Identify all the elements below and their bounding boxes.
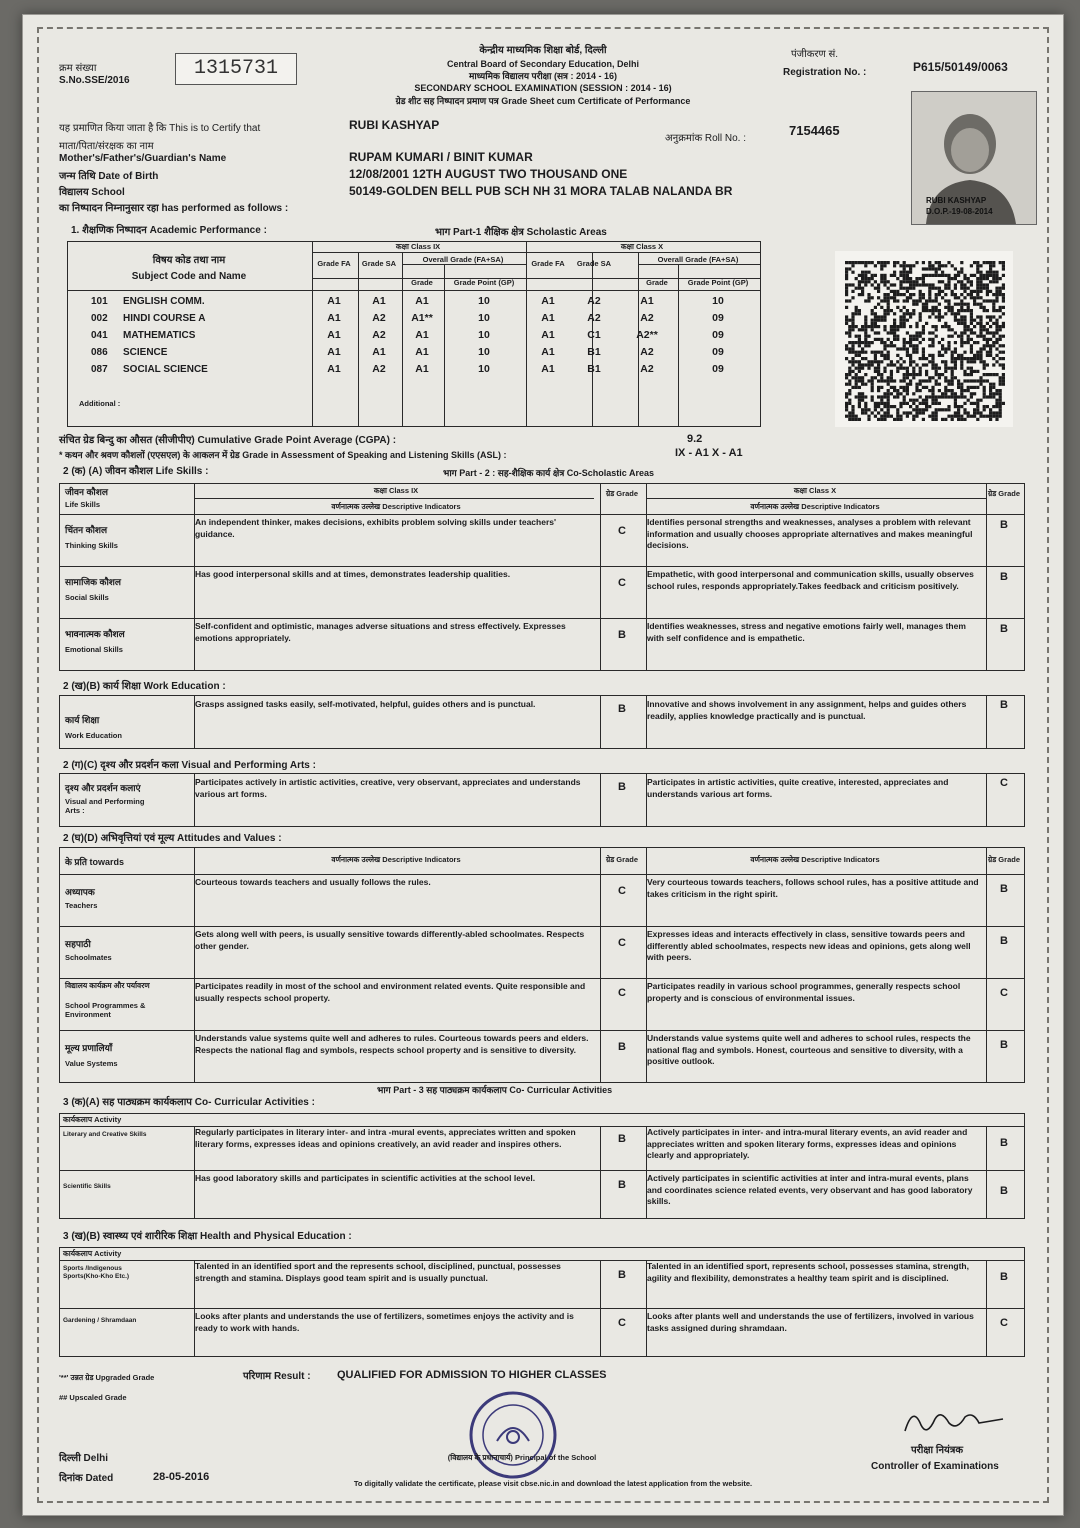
- life-skills-col: Life Skills: [65, 500, 101, 509]
- att-descriptive-ix: वर्णनात्मक उल्लेख Descriptive Indicators: [331, 855, 461, 864]
- descriptive-head-ix: वर्णनात्मक उल्लेख Descriptive Indicators: [331, 502, 461, 511]
- photo-caption-name: RUBI KASHYAP: [926, 196, 987, 205]
- health-heading: 3 (ख)(B) स्वास्थ्य एवं शारीरिक शिक्षा Health and Physical Education :: [63, 1231, 352, 1242]
- life-skills-heading: 2 (क) (A) जीवन कौशल Life Skills :: [63, 466, 209, 477]
- controller-label: Controller of Examinations: [871, 1461, 999, 1472]
- cgpa-label: संचित ग्रेड बिन्दु का औसत (सीजीपीए) Cumulative Grade Point Average (CGPA) :: [59, 435, 397, 446]
- certificate-sheet: क्रम संख्या S.No.SSE/2016 1315731 केन्द्रीय माध्यमिक शिक्षा बोर्ड, दिल्ली Central Board of Secondary Education, Delhi माध्यमिक विद्यालय परीक्षा (सत्र : 2014 - 16) SECONDARY SCHOOL EXAMINATION (SESSION : 2014 - 16) ग्रेड शीट सह निष्पादन प्रमाण पत्र Grade Sheet cum Certificate of Performance पंजीकरण सं. Registration No. : P615/50149/0063 RUBI KASHYAP D.O.P.-19-08-2014 यह प्रमाणित किया जाता है कि This is to Certify that RUBI KASHYAP अनुक्रमांक Roll No. : 7154465 माता/पिता/संरक्षक का नाम Mother's/Father's/Guardian's Name RUPAM KUMARI / BINIT KUMAR जन्म तिथि Date of Birth 12/08/2001 12TH AUGUST TWO THOUSAND ONE विद्यालय School 50149-GOLDEN BELL PUB SCH NH 31 MORA TALAB NALANDA BR का निष्पादन निम्नानुसार रहा has performed as follows : 1. शैक्षणिक निष्पादन Academic Performance : भाग Part-1 शैक्षिक क्षेत्र Scholastic Areas विषय कोड तथा नाम Subject Code and Name कक्षा Class IX कक्षा Class X Overall Grade (FA+SA) Overall Grade (FA+SA) Grade FA Grade SA Grade FA Grade SA Grade Grade Point (GP) Grade Grade Point (GP) 101 ENGLISH COMM. A1 A1 A1 10 A1 A2 A1 10 002 HINDI COURSE A A1 A2 A1** 10 A1 A2 A2 09 041 MATHEMATICS A1 A2 A1 10 A1 C1 A2** 09 086 SCIENCE A1 A1 A1 10 A1 B1 A2 09 087 SOCIAL SCIENCE A1 A2 A1 10 A1 B1 A2 09 Additional : संचित ग्रेड बिन्दु का औसत (सीजीपीए) Cumulative Grade Point Average (CGPA) : 9.2 * कथन और श्रवण कौशलों (एएसएल) के आकलन में ग्रेड Grade in Assessment of Speaking and Listening Skills (ASL) : IX - A1 X - A1 2 (क) (A) जीवन कौशल Life Skills : भाग Part - 2 : सह-शैक्षिक कार्य क्षेत्र Co-Scholastic Areas जीवन कौशल Life Skills कक्षा Class IX वर्णनात्मक उल्लेख Descriptive Indicators ग्रेड Grade कक्षा Class X वर्णनात्मक उल्लेख Descriptive Indicators ग्रेड Grade चिंतन कौशल Thinking Skills An independent thinker, makes decisions, exhibits problem solving skills under teachers' guidance. C Identifies personal strengths and weaknesses, analyses a problem with relevant information and usually chooses appropriate alternatives and makes meaningful decisions. B सामाजिक कौशल Social Skills Has good interpersonal skills and at times, demonstrates leadership qualities. C Empathetic, with good interpersonal and communication skills, usually observes school rules, responds appropriately.Takes feedback and criticism positively. B भावनात्मक कौशल Emotional Skills Self-confident and optimistic, manages adverse situations and stress effectively. Expresses emotions appropriately. B Identifies weaknesses, stress and negative emotions fairly well, manages them with self confidence and is empathetic. B 2 (ख)(B) कार्य शिक्षा Work Education : कार्य शिक्षा Work Education Grasps assigned tasks easily, self-motivated, helpful, guides others and is punctual. B Innovative and shows involvement in any assignment, helps and guides others readily, applies knowledge practically and is punctual. B 2 (ग)(C) दृश्य और प्रदर्शन कला Visual and Performing Arts : दृश्य और प्रदर्शन कलाएं Visual and Performing Arts : Participates actively in artistic activities, creative, very observant, appreciates and understands various art forms. B Participates in artistic activities, quite creative, interested, appreciates and understands various art forms. C 2 (घ)(D) अभिवृत्तियां एवं मूल्य Attitudes and Values : के प्रति towards वर्णनात्मक उल्लेख Descriptive Indicators ग्रेड Grade वर्णनात्मक उल्लेख Descriptive Indicators ग्रेड Grade अध्यापक Teachers Courteous towards teachers and usually follows the rules. C Very courteous towards teachers, follows school rules, has a positive attitude and takes criticism in the right spirit. B सहपाठी Schoolmates Gets along well with peers, is usually sensitive towards differently-abled schoolmates. Respects other gender. C Expresses ideas and interacts effectively in class, sensitive towards peers and differently abled schoolmates, respects new ideas and opinions, gets along well with peers. B विद्यालय कार्यक्रम और पर्यावरण School Programmes & Environment Participates readily in most of the school and environment related events. Quite responsible and usually respects school property. C Participates readily in various school programmes, generally respects school property and is conscious of environmental issues. C मूल्य प्रणालियाँ Value Systems Understands value systems quite well and adheres to rules. Courteous towards peers and elders. Respects the national flag and symbols, respects school property and is sensitive to diversity. B Understands value systems quite well and adheres to school rules, respects the national flag and symbols. Honest, courteous and sensitive to diversity, with a positive outlook. B भाग Part - 3 सह पाठ्यक्रम कार्यकलाप Co- Curricular Activities 3 (क)(A) सह पाठ्यक्रम कार्यकलाप Co- Curricular Activities : कार्यकलाप Activity Literary and Creative Skills Regularly participates in literary inter- and intra -mural events, appreciates written and spoken literary forms, expresses ideas and opinions creatively, an avid reader and inspires others. B Actively participates in inter- and intra-mural literary events, an avid reader and appreciates written and spoken literary forms, expresses ideas and opinions clearly and appropriately. B Scientific Skills Has good laboratory skills and participates in scientific activities at the school level. B Actively participates in scientific activities at inter and intra-mural events, plans and coordinates science related events, very observant and has good laboratory skills. B 3 (ख)(B) स्वास्थ्य एवं शारीरिक शिक्षा Health and Physical Education : कार्यकलाप Activity Sports /Indigenous Sports(Kho-Kho Etc.) Talented in an identified sport and the represents school, disciplined, punctual, possesses strength and stamina. Displays good team spirit and is usually punctual. B Talented in an identified sport, represents school, possesses stamina, strength, agility and flexibility, demonstrates a healthy team spirit and is disciplined. B Gardening / Shramdaan Looks after plants and understands the use of fertilizers, sometimes enjoys the activity and is ready to work with hands. C Looks after plants well and understands the use of fertilizers, involved in various tasks assigned during shramdaan. C '**' उन्नत ग्रेड Upgraded Grade ## Upscaled Grade परिणाम Result : QUALIFIED FOR ADMISSION TO HIGHER CLASSES (विद्यालय के प्रधानाचार्य) Principal of the School परीक्षा नियंत्रक Controller of Examinations दिल्ली Delhi दिनांक Dated 28-05-2016 To digitally validate the certificate, please visit cbse.nic.in and download the latest application from the website.: [22, 14, 1064, 1516]
- cgpa-value: 9.2: [687, 433, 703, 445]
- parent-label-hi: माता/पिता/संरक्षक का नाम: [59, 141, 154, 152]
- grade-fa-ix: Grade FA: [317, 259, 351, 268]
- grade-col-x: Grade: [646, 278, 668, 287]
- attitudes-heading: 2 (घ)(D) अभिवृत्तियां एवं मूल्य Attitudes and Values :: [63, 833, 282, 844]
- att-descriptive-x: वर्णनात्मक उल्लेख Descriptive Indicators: [750, 855, 880, 864]
- board-name-hi: केन्द्रीय माध्यमिक शिक्षा बोर्ड, दिल्ली: [479, 45, 607, 56]
- school-label: विद्यालय School: [59, 187, 125, 198]
- registration-label-hi: पंजीकरण सं.: [791, 49, 839, 60]
- part2-heading: भाग Part - 2 : सह-शैक्षिक कार्य क्षेत्र Co-Scholastic Areas: [443, 468, 654, 478]
- grade-fa-x: Grade FA: [531, 259, 565, 268]
- upgraded-note: '**' उन्नत ग्रेड Upgraded Grade: [59, 1373, 155, 1382]
- class-ix-head: कक्षा Class IX: [373, 486, 419, 495]
- certify-label: यह प्रमाणित किया जाता है कि This is to Certify that: [59, 123, 261, 134]
- parent-names: RUPAM KUMARI / BINIT KUMAR: [349, 150, 533, 164]
- date-of-birth: 12/08/2001 12TH AUGUST TWO THOUSAND ONE: [349, 167, 628, 181]
- health-activity-col: कार्यकलाप Activity: [63, 1249, 122, 1258]
- qr-code: [835, 251, 1013, 427]
- student-photo: [911, 91, 1037, 225]
- grade-col-ix: Grade: [411, 278, 433, 287]
- subject-header-hi: विषय कोड तथा नाम: [152, 255, 226, 266]
- academic-heading: 1. शैक्षणिक निष्पादन Academic Performance :: [71, 225, 267, 236]
- part3-heading: भाग Part - 3 सह पाठ्यक्रम कार्यकलाप Co- Curricular Activities: [377, 1085, 613, 1095]
- registration-number: P615/50149/0063: [913, 60, 1008, 74]
- school-name: 50149-GOLDEN BELL PUB SCH NH 31 MORA TALAB NALANDA BR: [349, 184, 733, 198]
- upscaled-note: ## Upscaled Grade: [59, 1393, 127, 1402]
- serial-number: 1315731: [175, 53, 297, 85]
- certificate-title: ग्रेड शीट सह निष्पादन प्रमाण पत्र Grade Sheet cum Certificate of Performance: [395, 96, 691, 106]
- roll-number: 7154465: [789, 123, 840, 138]
- gp-col-ix: Grade Point (GP): [453, 278, 515, 287]
- place-label: दिल्ली Delhi: [59, 1453, 109, 1464]
- subject-header: Subject Code and Name: [131, 271, 247, 282]
- parent-label: Mother's/Father's/Guardian's Name: [59, 153, 227, 164]
- asl-value: IX - A1 X - A1: [675, 447, 743, 459]
- controller-label-hi: परीक्षा नियंत्रक: [911, 1445, 964, 1456]
- student-name: RUBI KASHYAP: [349, 118, 440, 132]
- performed-label: का निष्पादन निम्नानुसार रहा has performed as follows :: [59, 203, 289, 214]
- class-x-header: कक्षा Class X: [620, 242, 664, 251]
- grade-head-x: ग्रेड Grade: [987, 489, 1020, 498]
- controller-signature: [899, 1401, 1009, 1441]
- att-grade-ix: ग्रेड Grade: [605, 855, 638, 864]
- work-heading: 2 (ख)(B) कार्य शिक्षा Work Education :: [63, 681, 226, 692]
- overall-ix-header: Overall Grade (FA+SA): [422, 255, 504, 264]
- result-value: QUALIFIED FOR ADMISSION TO HIGHER CLASSES: [337, 1369, 607, 1381]
- serial-label: S.No.SSE/2016: [59, 75, 130, 86]
- registration-label: Registration No. :: [783, 67, 867, 78]
- result-label: परिणाम Result :: [243, 1371, 311, 1382]
- arts-heading: 2 (ग)(C) दृश्य और प्रदर्शन कला Visual and Performing Arts :: [63, 760, 316, 771]
- school-seal: [467, 1389, 559, 1481]
- photo-caption-date: D.O.P.-19-08-2014: [926, 207, 993, 216]
- towards-col: के प्रति towards: [65, 857, 125, 867]
- overall-x-header: Overall Grade (FA+SA): [657, 255, 739, 264]
- serial-label-hi: क्रम संख्या: [59, 63, 97, 74]
- dob-label: जन्म तिथि Date of Birth: [59, 171, 159, 182]
- life-skills-col-hi: जीवन कौशल: [65, 487, 108, 497]
- gp-col-x: Grade Point (GP): [687, 278, 749, 287]
- class-ix-header: कक्षा Class IX: [395, 242, 441, 251]
- roll-label: अनुक्रमांक Roll No. :: [665, 133, 747, 144]
- date-label: दिनांक Dated: [59, 1473, 114, 1484]
- grade-head-ix: ग्रेड Grade: [605, 489, 638, 498]
- class-x-head: कक्षा Class X: [793, 486, 837, 495]
- validation-note: To digitally validate the certificate, please visit cbse.nic.in and download the latest application from the website.: [353, 1479, 753, 1488]
- board-name: Central Board of Secondary Education, Delhi: [446, 59, 640, 69]
- part1-heading: भाग Part-1 शैक्षिक क्षेत्र Scholastic Areas: [435, 227, 607, 238]
- grade-sa-ix: Grade SA: [361, 259, 397, 268]
- descriptive-head-x: वर्णनात्मक उल्लेख Descriptive Indicators: [750, 502, 880, 511]
- principal-label: (विद्यालय के प्रधानाचार्य) Principal of the School: [447, 1453, 597, 1462]
- exam-name: SECONDARY SCHOOL EXAMINATION (SESSION : 2014 - 16): [414, 83, 672, 93]
- issue-date: 28-05-2016: [153, 1471, 210, 1483]
- exam-name-hi: माध्यमिक विद्यालय परीक्षा (सत्र : 2014 - 16): [468, 71, 618, 81]
- grade-sa-x: Grade SA: [576, 259, 612, 268]
- additional-label: Additional :: [79, 399, 121, 408]
- activity-col: कार्यकलाप Activity: [63, 1115, 122, 1124]
- att-grade-x: ग्रेड Grade: [987, 855, 1020, 864]
- cocurricular-heading: 3 (क)(A) सह पाठ्यक्रम कार्यकलाप Co- Curricular Activities :: [63, 1097, 315, 1108]
- asl-label: * कथन और श्रवण कौशलों (एएसएल) के आकलन में ग्रेड Grade in Assessment of Speaking and Listening Skills (ASL) :: [59, 450, 507, 460]
